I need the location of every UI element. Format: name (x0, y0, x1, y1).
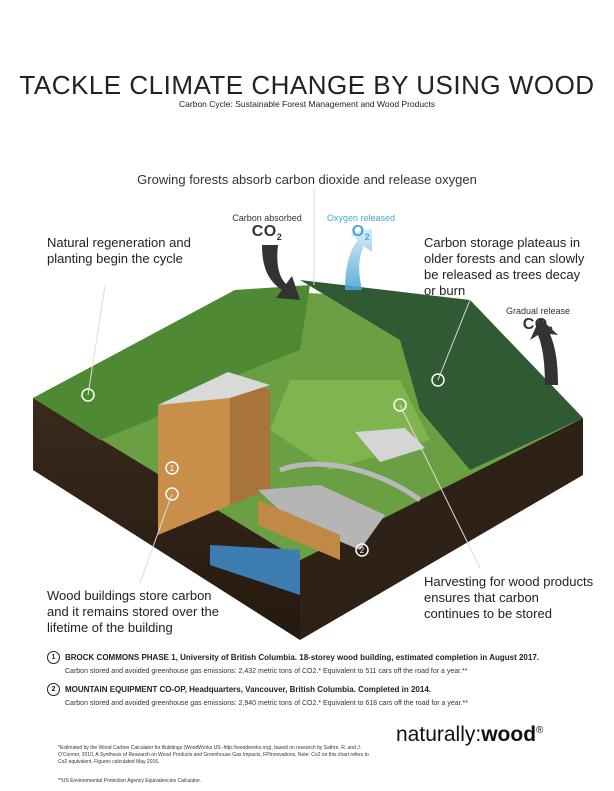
naturally-wood-logo (396, 723, 543, 747)
caption-regeneration: Natural regeneration and planting begin the cycle (47, 235, 191, 266)
logo-part1: naturally: (396, 723, 482, 746)
tall-building-side (230, 378, 270, 505)
logo-part2: wood (481, 723, 537, 746)
project-2-detail: Carbon stored and avoided greenhouse gas emissions: 2,940 metric tons of CO2.* Equivalent to 618 cars off the road for a year.** (65, 700, 468, 707)
gradual-release-label (498, 306, 578, 335)
carbon-absorbed-label (232, 213, 302, 242)
oxygen-released-sub: 2 (364, 232, 371, 243)
project-2 (47, 683, 587, 707)
carbon-absorbed-chem: CO (251, 223, 277, 240)
oxygen-released-chem: O (351, 223, 365, 240)
footnote-2: **US Environmental Protection Agency Equivalencies Calculator. (58, 778, 202, 784)
project-2-title: MOUNTAIN EQUIPMENT CO-OP, Headquarters, Vancouver, British Columbia. Completed in 2014. (65, 685, 431, 694)
caption-plateau: Carbon storage plateaus in older forests and can slowly be released as trees decay or burn (424, 235, 585, 298)
page-subtitle: Carbon Cycle: Sustainable Forest Management and Wood Products (179, 99, 435, 109)
gradual-release-sub: 2 (547, 325, 554, 336)
marker-1-label: 1 (169, 464, 175, 473)
project-1-detail: Carbon stored and avoided greenhouse gas emissions: 2,432 metric tons of CO2.* Equivalent to 511 cars off the road for a year.** (65, 668, 468, 675)
page-title: TACKLE CLIMATE CHANGE BY USING WOOD (19, 70, 595, 100)
oxygen-released-text: Oxygen released (326, 213, 396, 223)
caption-harvesting: Harvesting for wood products ensures that carbon continues to be stored (424, 574, 594, 621)
project-1 (47, 651, 587, 675)
carbon-absorbed-text: Carbon absorbed (232, 213, 302, 223)
gradual-release-text: Gradual release (505, 306, 571, 316)
project-1-title: BROCK COMMONS PHASE 1, University of British Columbia. 18-storey wood building, estimated completion in August 2017. (65, 653, 539, 662)
logo-registered-mark: ® (536, 725, 544, 736)
marker-2-label: 2 (359, 546, 365, 555)
project-2-number: 2 (47, 683, 60, 696)
caption-wood-buildings: Wood buildings store carbon and it remains stored over the lifetime of the building (47, 588, 219, 635)
footnote-1: *Estimated by the Wood Carbon Calculator for Buildings (WoodWorks US -http://woodworks.org), based on research by Sathre, R. and J. O'Connor, 2010, A Synthesis of Research on Wood Products and Greenhouse Gas Impacts, FPInnovations. Note: Co2 on this chart refers to Co2 equivalent. Figures calculated May 2016. (58, 745, 369, 765)
caption-growing: Growing forests absorb carbon dioxide and release oxygen (137, 172, 477, 187)
oxygen-released-label (318, 213, 404, 242)
gradual-release-chem: CO (522, 316, 548, 333)
carbon-absorbed-sub: 2 (276, 232, 283, 243)
project-1-number: 1 (47, 651, 60, 664)
